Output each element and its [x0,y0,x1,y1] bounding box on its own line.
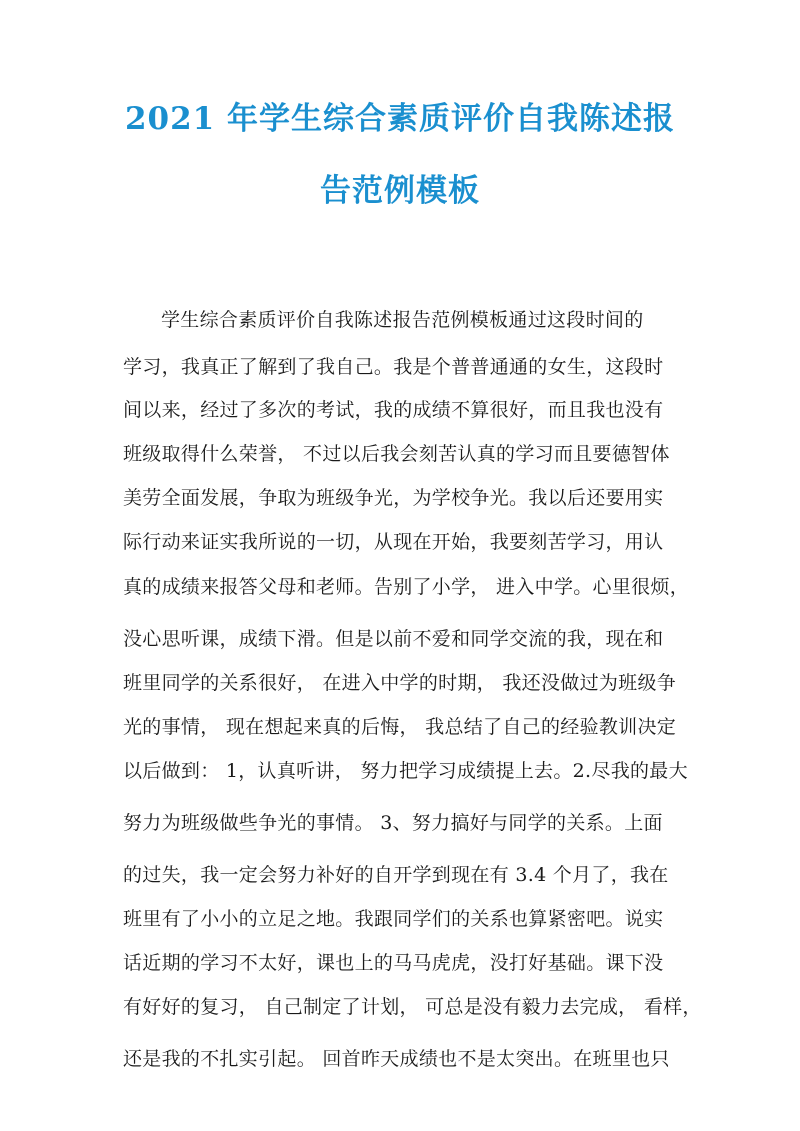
body-paragraph-line: 际行动来证实我所说的一切，从现在开始，我要刻苦学习，用认 [123,531,664,553]
body-paragraph-line: 话近期的学习不太好，课也上的马马虎虎，没打好基础。课下没 [123,952,664,974]
body-paragraph-line: 学习，我真正了解到了我自己。我是个普普通通的女生，这段时 [123,356,664,378]
body-paragraph-line: 学生综合素质评价自我陈述报告范例模板通过这段时间的 [161,309,644,331]
body-paragraph-line: 以后做到： 1，认真听讲， 努力把学习成绩提上去。2.尽我的最大 [123,760,688,782]
document-title-line-2: 告范例模板 [320,173,480,209]
body-paragraph-line: 班里同学的关系很好， 在进入中学的时期， 我还没做过为班级争 [123,672,677,694]
body-paragraph-line: 没心思听课，成绩下滑。但是以前不爱和同学交流的我，现在和 [123,628,664,650]
body-paragraph-line: 美劳全面发展，争取为班级争光，为学校争光。我以后还要用实 [123,487,664,509]
document-title-line-1: 2021 年学生综合素质评价自我陈述报 [124,101,676,137]
body-paragraph-line: 光的事情， 现在想起来真的后悔， 我总结了自己的经验教训决定 [123,716,677,738]
body-paragraph-line: 班级取得什么荣誉， 不过以后我会刻苦认真的学习而且要德智体 [123,443,670,465]
body-paragraph-line: 间以来，经过了多次的考试，我的成绩不算很好，而且我也没有 [123,399,664,421]
body-paragraph-line: 有好好的复习， 自己制定了计划， 可总是没有毅力去完成， 看样， [123,996,702,1018]
body-paragraph-line: 努力为班级做些争光的事情。 3、努力搞好与同学的关系。上面 [123,812,663,834]
body-paragraph-line: 的过失，我一定会努力补好的自开学到现在有 3.4 个月了，我在 [123,864,669,886]
body-paragraph-line: 还是我的不扎实引起。 回首昨天成绩也不是太突出。在班里也只 [123,1048,670,1070]
body-paragraph-line: 班里有了小小的立足之地。我跟同学们的关系也算紧密吧。说实 [123,908,664,930]
body-paragraph-line: 真的成绩来报答父母和老师。告别了小学， 进入中学。心里很烦， [123,576,690,598]
